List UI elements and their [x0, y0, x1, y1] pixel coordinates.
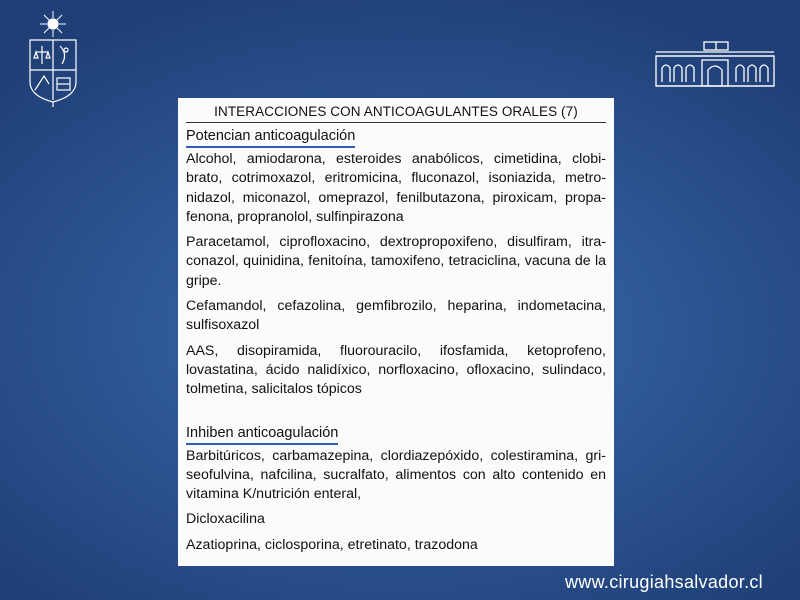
university-crest-logo — [24, 10, 82, 108]
paragraph: Cefamandol, cefazolina, gemfibrozilo, heparina, indometacina, sulfisoxazol — [186, 298, 606, 334]
section-heading-inhiben: Inhiben anticoagulación — [186, 424, 338, 445]
paragraph: AAS, disopiramida, fluorouracilo, ifosfamida, ketoprofeno, lovastatina, ácido nalidíxico, norfloxacino, ofloxacino, sulindaco, tolmetina, salicitalos tópicos — [186, 342, 606, 398]
section-potencian — [186, 123, 606, 400]
hospital-building-logo — [654, 40, 776, 90]
section-heading-potencian: Potencian anticoagulación — [186, 127, 355, 148]
interactions-table — [178, 98, 614, 566]
table-title: INTERACCIONES CON ANTICOAGULANTES ORALES (7) — [186, 104, 606, 123]
website-url: www.cirugiahsalvador.cl — [565, 572, 763, 592]
paragraph: Azatioprina, ciclosporina, etretinato, trazodona — [186, 536, 478, 553]
paragraph: Alcohol, amiodarona, esteroides anabólicos, cimetidina, clobi-brato, cotrimoxazol, eritromicina, fluconazol, isoniazida, metro-nidazol, miconazol, omeprazol, fenilbutazona, piroxicam, propa-fenona, propranolol, sulfinpirazona — [186, 151, 606, 225]
paragraph: Dicloxacilina — [186, 511, 265, 528]
section-inhiben — [186, 406, 606, 555]
paragraph: Paracetamol, ciprofloxacino, dextropropoxifeno, disulfiram, itra-conazol, quinidina, fenitoína, tamoxifeno, tetraciclina, vacuna de la gripe. — [186, 234, 606, 289]
paragraph: Barbitúricos, carbamazepina, clordiazepóxido, colestiramina, gri-seofulvina, nafcilina, sucralfato, alimentos con alto contenido en vitamina K/nutrición enteral, — [186, 447, 606, 503]
